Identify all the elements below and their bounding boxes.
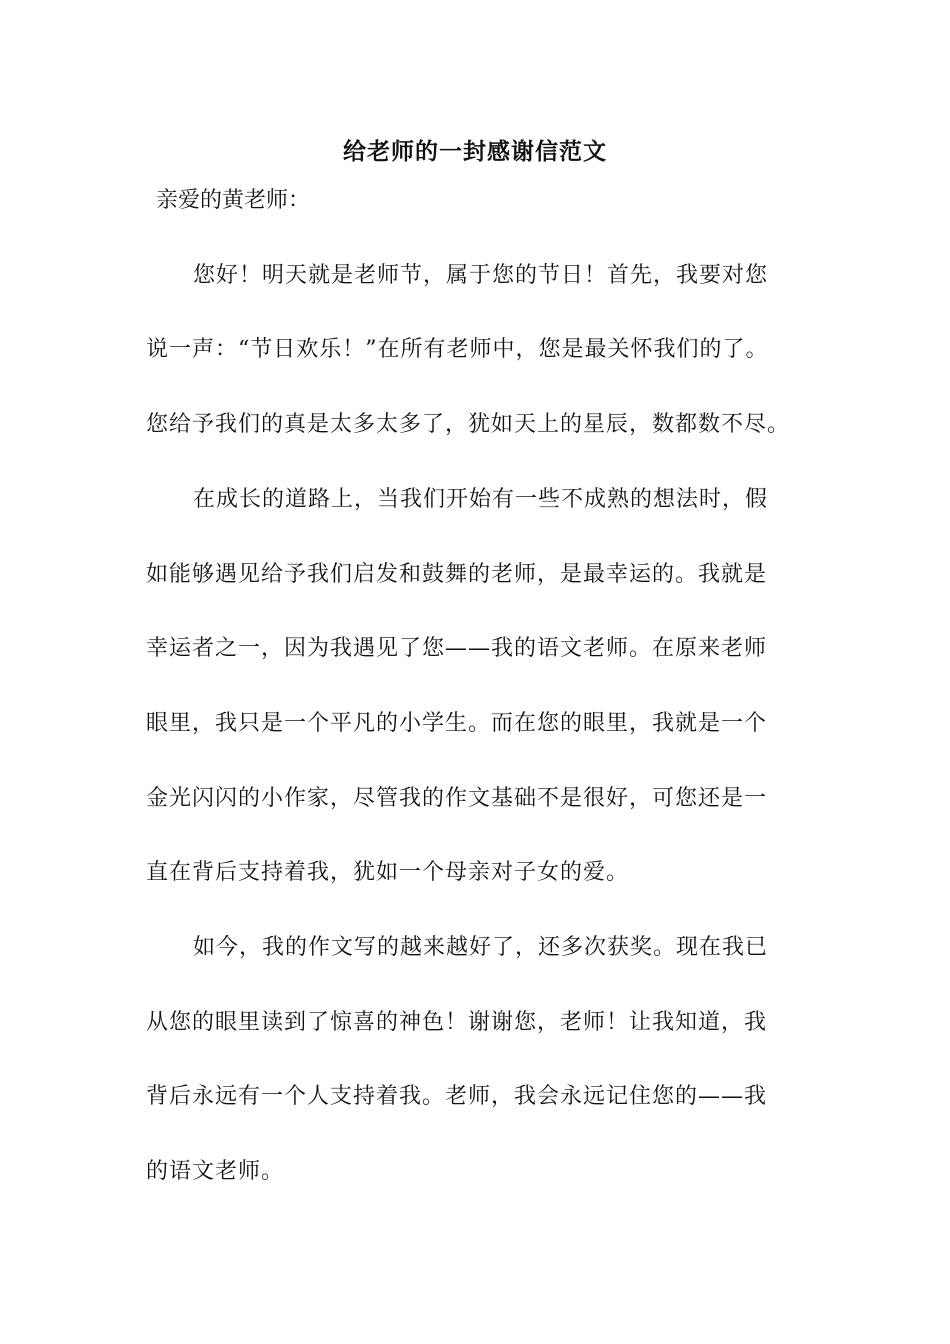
page-title: 给老师的一封感谢信范文 [343,138,607,165]
paragraph-line: 如今，我的作文写的越来越好了，还多次获奖。现在我已 [193,935,769,960]
paragraph-line: 您给予我们的真是太多太多了，犹如天上的星辰，数都数不尽。 [146,412,791,437]
paragraph-line: 背后永远有一个人支持着我。老师，我会永远记住您的——我 [146,1084,768,1109]
paragraph-line: 的语文老师。 [146,1159,285,1184]
paragraph-line: 幸运者之一，因为我遇见了您——我的语文老师。在原来老师 [146,636,768,661]
salutation: 亲爱的黄老师： [156,188,311,213]
paragraph-line: 金光闪闪的小作家，尽管我的作文基础不是很好，可您还是一 [146,786,768,811]
paragraph-line: 您好！明天就是老师节，属于您的节日！首先，我要对您 [193,263,769,288]
paragraph-line: 从您的眼里读到了惊喜的神色！谢谢您，老师！让我知道，我 [146,1010,768,1035]
paragraph-line: 如能够遇见给予我们启发和鼓舞的老师，是最幸运的。我就是 [146,562,768,587]
paragraph-line: 眼里，我只是一个平凡的小学生。而在您的眼里，我就是一个 [146,711,768,736]
paragraph-line: 说一声：“节日欢乐！”在所有老师中，您是最关怀我们的了。 [146,337,769,362]
paragraph-line: 直在背后支持着我，犹如一个母亲对子女的爱。 [146,860,630,885]
paragraph-line: 在成长的道路上，当我们开始有一些不成熟的想法时，假 [193,487,769,512]
